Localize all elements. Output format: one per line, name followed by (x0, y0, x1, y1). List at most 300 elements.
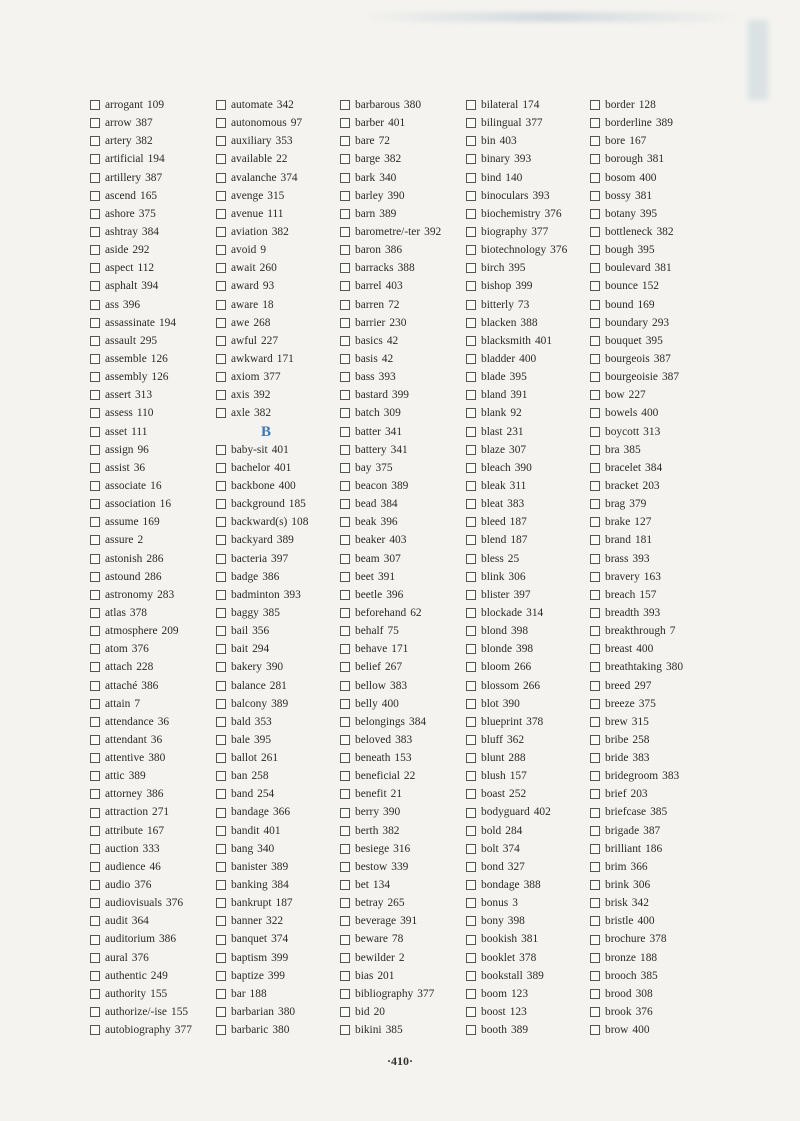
checkbox-icon[interactable] (590, 136, 600, 146)
checkbox-icon[interactable] (340, 717, 350, 727)
checkbox-icon[interactable] (340, 390, 350, 400)
entry-word: bid (355, 1006, 370, 1019)
checkbox-icon[interactable] (590, 1025, 600, 1035)
checkbox-icon[interactable] (216, 136, 226, 146)
checkbox-icon[interactable] (340, 590, 350, 600)
checkbox-icon[interactable] (466, 499, 476, 509)
checkbox-icon[interactable] (90, 408, 100, 418)
checkbox-icon[interactable] (590, 427, 600, 437)
checkbox-icon[interactable] (590, 717, 600, 727)
index-entry (340, 296, 470, 314)
checkbox-icon[interactable] (216, 699, 226, 709)
checkbox-icon[interactable] (216, 1007, 226, 1017)
checkbox-icon[interactable] (590, 372, 600, 382)
checkbox-icon[interactable] (216, 154, 226, 164)
checkbox-icon[interactable] (340, 862, 350, 872)
checkbox-icon[interactable] (340, 318, 350, 328)
checkbox-icon[interactable] (216, 445, 226, 455)
checkbox-icon[interactable] (216, 880, 226, 890)
entry-word: avenue (231, 207, 264, 220)
index-entry (90, 622, 220, 640)
checkbox-icon[interactable] (340, 281, 350, 291)
checkbox-icon[interactable] (216, 862, 226, 872)
checkbox-icon[interactable] (90, 953, 100, 963)
index-entry (590, 132, 720, 150)
checkbox-icon[interactable] (90, 191, 100, 201)
checkbox-icon[interactable] (590, 644, 600, 654)
checkbox-icon[interactable] (90, 390, 100, 400)
checkbox-icon[interactable] (340, 681, 350, 691)
checkbox-icon[interactable] (466, 209, 476, 219)
checkbox-icon[interactable] (90, 971, 100, 981)
checkbox-icon[interactable] (216, 971, 226, 981)
checkbox-icon[interactable] (466, 789, 476, 799)
checkbox-icon[interactable] (340, 935, 350, 945)
checkbox-icon[interactable] (466, 318, 476, 328)
checkbox-icon[interactable] (90, 935, 100, 945)
checkbox-icon[interactable] (340, 554, 350, 564)
entry-page: 364 (131, 915, 149, 928)
checkbox-icon[interactable] (90, 300, 100, 310)
checkbox-icon[interactable] (216, 173, 226, 183)
checkbox-icon[interactable] (90, 227, 100, 237)
entry-page: 165 (140, 189, 158, 202)
checkbox-icon[interactable] (590, 227, 600, 237)
checkbox-icon[interactable] (216, 826, 226, 836)
checkbox-icon[interactable] (590, 826, 600, 836)
checkbox-icon[interactable] (590, 499, 600, 509)
checkbox-icon[interactable] (90, 898, 100, 908)
checkbox-icon[interactable] (590, 953, 600, 963)
entry-page: 157 (639, 588, 657, 601)
checkbox-icon[interactable] (466, 826, 476, 836)
entry-word: bonus (481, 897, 509, 910)
checkbox-icon[interactable] (90, 554, 100, 564)
checkbox-icon[interactable] (340, 808, 350, 818)
checkbox-icon[interactable] (466, 681, 476, 691)
checkbox-icon[interactable] (466, 118, 476, 128)
checkbox-icon[interactable] (466, 916, 476, 926)
checkbox-icon[interactable] (90, 372, 100, 382)
checkbox-icon[interactable] (90, 100, 100, 110)
checkbox-icon[interactable] (216, 372, 226, 382)
checkbox-icon[interactable] (466, 608, 476, 618)
checkbox-icon[interactable] (90, 681, 100, 691)
entry-page: 375 (375, 461, 393, 474)
checkbox-icon[interactable] (90, 572, 100, 582)
index-entry (340, 332, 470, 350)
checkbox-icon[interactable] (590, 245, 600, 255)
checkbox-icon[interactable] (466, 445, 476, 455)
checkbox-icon[interactable] (466, 753, 476, 763)
entry-word: available (231, 153, 273, 166)
checkbox-icon[interactable] (216, 390, 226, 400)
checkbox-icon[interactable] (590, 572, 600, 582)
checkbox-icon[interactable] (340, 408, 350, 418)
checkbox-icon[interactable] (216, 717, 226, 727)
checkbox-icon[interactable] (90, 717, 100, 727)
checkbox-icon[interactable] (90, 1007, 100, 1017)
checkbox-icon[interactable] (590, 880, 600, 890)
index-entry (466, 930, 596, 948)
checkbox-icon[interactable] (340, 771, 350, 781)
checkbox-icon[interactable] (340, 427, 350, 437)
checkbox-icon[interactable] (90, 336, 100, 346)
checkbox-icon[interactable] (590, 517, 600, 527)
checkbox-icon[interactable] (216, 481, 226, 491)
checkbox-icon[interactable] (216, 554, 226, 564)
checkbox-icon[interactable] (216, 898, 226, 908)
checkbox-icon[interactable] (90, 771, 100, 781)
checkbox-icon[interactable] (466, 1025, 476, 1035)
checkbox-icon[interactable] (90, 427, 100, 437)
checkbox-icon[interactable] (90, 880, 100, 890)
checkbox-icon[interactable] (466, 844, 476, 854)
checkbox-icon[interactable] (466, 481, 476, 491)
checkbox-icon[interactable] (466, 354, 476, 364)
checkbox-icon[interactable] (466, 572, 476, 582)
checkbox-icon[interactable] (216, 662, 226, 672)
checkbox-icon[interactable] (216, 644, 226, 654)
checkbox-icon[interactable] (340, 916, 350, 926)
checkbox-icon[interactable] (90, 844, 100, 854)
entry-page: 382 (135, 135, 153, 148)
checkbox-icon[interactable] (340, 662, 350, 672)
checkbox-icon[interactable] (340, 136, 350, 146)
checkbox-icon[interactable] (90, 662, 100, 672)
checkbox-icon[interactable] (590, 699, 600, 709)
checkbox-icon[interactable] (340, 953, 350, 963)
checkbox-icon[interactable] (340, 1025, 350, 1035)
checkbox-icon[interactable] (90, 916, 100, 926)
checkbox-icon[interactable] (340, 735, 350, 745)
checkbox-icon[interactable] (590, 281, 600, 291)
checkbox-icon[interactable] (90, 753, 100, 763)
index-entry (90, 96, 220, 114)
checkbox-icon[interactable] (340, 481, 350, 491)
entry-page: 169 (637, 298, 655, 311)
checkbox-icon[interactable] (90, 590, 100, 600)
checkbox-icon[interactable] (590, 789, 600, 799)
entry-page: 3 (512, 897, 518, 910)
checkbox-icon[interactable] (216, 808, 226, 818)
entry-page: 254 (257, 788, 275, 801)
checkbox-icon[interactable] (216, 789, 226, 799)
checkbox-icon[interactable] (590, 590, 600, 600)
checkbox-icon[interactable] (590, 336, 600, 346)
checkbox-icon[interactable] (590, 154, 600, 164)
checkbox-icon[interactable] (90, 826, 100, 836)
checkbox-icon[interactable] (340, 463, 350, 473)
checkbox-icon[interactable] (466, 372, 476, 382)
entry-page: 390 (266, 661, 284, 674)
checkbox-icon[interactable] (216, 681, 226, 691)
checkbox-icon[interactable] (466, 898, 476, 908)
checkbox-icon[interactable] (466, 862, 476, 872)
checkbox-icon[interactable] (90, 263, 100, 273)
checkbox-icon[interactable] (90, 173, 100, 183)
checkbox-icon[interactable] (216, 499, 226, 509)
checkbox-icon[interactable] (340, 354, 350, 364)
checkbox-icon[interactable] (90, 644, 100, 654)
checkbox-icon[interactable] (216, 626, 226, 636)
entry-word: bookstall (481, 969, 523, 982)
checkbox-icon[interactable] (216, 1025, 226, 1035)
checkbox-icon[interactable] (590, 209, 600, 219)
checkbox-icon[interactable] (216, 318, 226, 328)
checkbox-icon[interactable] (340, 154, 350, 164)
checkbox-icon[interactable] (340, 699, 350, 709)
checkbox-icon[interactable] (340, 971, 350, 981)
checkbox-icon[interactable] (340, 898, 350, 908)
checkbox-icon[interactable] (216, 572, 226, 582)
checkbox-icon[interactable] (216, 100, 226, 110)
checkbox-icon[interactable] (216, 209, 226, 219)
checkbox-icon[interactable] (216, 300, 226, 310)
entry-word: barley (355, 189, 384, 202)
checkbox-icon[interactable] (340, 173, 350, 183)
checkbox-icon[interactable] (466, 953, 476, 963)
checkbox-icon[interactable] (340, 245, 350, 255)
entry-page: 394 (141, 280, 159, 293)
index-entry (466, 495, 596, 513)
index-entry (216, 767, 346, 785)
checkbox-icon[interactable] (466, 590, 476, 600)
checkbox-icon[interactable] (590, 354, 600, 364)
checkbox-icon[interactable] (216, 735, 226, 745)
checkbox-icon[interactable] (340, 535, 350, 545)
entry-page: 379 (629, 498, 647, 511)
checkbox-icon[interactable] (466, 771, 476, 781)
checkbox-icon[interactable] (340, 644, 350, 654)
index-entry (590, 205, 720, 223)
checkbox-icon[interactable] (216, 118, 226, 128)
checkbox-icon[interactable] (590, 390, 600, 400)
checkbox-icon[interactable] (466, 971, 476, 981)
entry-page: 140 (505, 171, 523, 184)
checkbox-icon[interactable] (590, 463, 600, 473)
checkbox-icon[interactable] (90, 445, 100, 455)
entry-page: 403 (385, 280, 403, 293)
checkbox-icon[interactable] (216, 771, 226, 781)
checkbox-icon[interactable] (216, 916, 226, 926)
index-entry (90, 169, 220, 187)
checkbox-icon[interactable] (90, 463, 100, 473)
checkbox-icon[interactable] (466, 263, 476, 273)
checkbox-icon[interactable] (590, 681, 600, 691)
checkbox-icon[interactable] (90, 281, 100, 291)
checkbox-icon[interactable] (466, 699, 476, 709)
checkbox-icon[interactable] (466, 554, 476, 564)
checkbox-icon[interactable] (90, 318, 100, 328)
checkbox-icon[interactable] (466, 644, 476, 654)
checkbox-icon[interactable] (590, 535, 600, 545)
checkbox-icon[interactable] (340, 572, 350, 582)
checkbox-icon[interactable] (340, 227, 350, 237)
checkbox-icon[interactable] (340, 844, 350, 854)
checkbox-icon[interactable] (216, 844, 226, 854)
checkbox-icon[interactable] (90, 535, 100, 545)
checkbox-icon[interactable] (466, 173, 476, 183)
checkbox-icon[interactable] (466, 626, 476, 636)
checkbox-icon[interactable] (466, 427, 476, 437)
checkbox-icon[interactable] (590, 481, 600, 491)
checkbox-icon[interactable] (216, 227, 226, 237)
checkbox-icon[interactable] (90, 154, 100, 164)
checkbox-icon[interactable] (90, 608, 100, 618)
checkbox-icon[interactable] (466, 227, 476, 237)
checkbox-icon[interactable] (590, 862, 600, 872)
entry-word: attendant (105, 733, 147, 746)
checkbox-icon[interactable] (216, 281, 226, 291)
checkbox-icon[interactable] (90, 789, 100, 799)
checkbox-icon[interactable] (466, 517, 476, 527)
checkbox-icon[interactable] (90, 118, 100, 128)
checkbox-icon[interactable] (466, 989, 476, 999)
checkbox-icon[interactable] (340, 445, 350, 455)
checkbox-icon[interactable] (340, 336, 350, 346)
checkbox-icon[interactable] (90, 989, 100, 999)
checkbox-icon[interactable] (590, 662, 600, 672)
checkbox-icon[interactable] (590, 173, 600, 183)
entry-word: bay (355, 461, 372, 474)
checkbox-icon[interactable] (216, 191, 226, 201)
checkbox-icon[interactable] (90, 862, 100, 872)
checkbox-icon[interactable] (340, 209, 350, 219)
checkbox-icon[interactable] (590, 445, 600, 455)
entry-word: bouquet (605, 334, 642, 347)
entry-word: bloom (481, 661, 511, 674)
checkbox-icon[interactable] (216, 935, 226, 945)
checkbox-icon[interactable] (466, 1007, 476, 1017)
checkbox-icon[interactable] (216, 354, 226, 364)
checkbox-icon[interactable] (216, 408, 226, 418)
checkbox-icon[interactable] (590, 916, 600, 926)
checkbox-icon[interactable] (590, 735, 600, 745)
checkbox-icon[interactable] (590, 191, 600, 201)
checkbox-icon[interactable] (90, 735, 100, 745)
checkbox-icon[interactable] (340, 753, 350, 763)
checkbox-icon[interactable] (90, 699, 100, 709)
checkbox-icon[interactable] (466, 336, 476, 346)
index-entry (90, 368, 220, 386)
checkbox-icon[interactable] (216, 336, 226, 346)
checkbox-icon[interactable] (466, 390, 476, 400)
checkbox-icon[interactable] (340, 517, 350, 527)
checkbox-icon[interactable] (466, 100, 476, 110)
checkbox-icon[interactable] (590, 300, 600, 310)
checkbox-icon[interactable] (590, 989, 600, 999)
checkbox-icon[interactable] (216, 953, 226, 963)
checkbox-icon[interactable] (340, 191, 350, 201)
checkbox-icon[interactable] (466, 935, 476, 945)
entry-page: 389 (276, 534, 294, 547)
checkbox-icon[interactable] (590, 608, 600, 618)
checkbox-icon[interactable] (340, 989, 350, 999)
checkbox-icon[interactable] (590, 935, 600, 945)
checkbox-icon[interactable] (590, 100, 600, 110)
checkbox-icon[interactable] (590, 554, 600, 564)
checkbox-icon[interactable] (590, 626, 600, 636)
checkbox-icon[interactable] (466, 880, 476, 890)
checkbox-icon[interactable] (590, 898, 600, 908)
checkbox-icon[interactable] (466, 245, 476, 255)
checkbox-icon[interactable] (590, 753, 600, 763)
checkbox-icon[interactable] (466, 191, 476, 201)
checkbox-icon[interactable] (466, 662, 476, 672)
entry-page: 7 (669, 625, 676, 638)
checkbox-icon[interactable] (590, 771, 600, 781)
checkbox-icon[interactable] (90, 245, 100, 255)
checkbox-icon[interactable] (466, 463, 476, 473)
checkbox-icon[interactable] (590, 808, 600, 818)
checkbox-icon[interactable] (590, 408, 600, 418)
checkbox-icon[interactable] (466, 154, 476, 164)
checkbox-icon[interactable] (340, 300, 350, 310)
checkbox-icon[interactable] (216, 263, 226, 273)
entry-word: bondage (481, 879, 520, 892)
checkbox-icon[interactable] (90, 499, 100, 509)
checkbox-icon[interactable] (340, 499, 350, 509)
checkbox-icon[interactable] (340, 880, 350, 890)
checkbox-icon[interactable] (340, 608, 350, 618)
checkbox-icon[interactable] (216, 989, 226, 999)
checkbox-icon[interactable] (90, 481, 100, 491)
checkbox-icon[interactable] (466, 535, 476, 545)
checkbox-icon[interactable] (590, 1007, 600, 1017)
checkbox-icon[interactable] (216, 517, 226, 527)
checkbox-icon[interactable] (340, 100, 350, 110)
checkbox-icon[interactable] (340, 372, 350, 382)
checkbox-icon[interactable] (340, 626, 350, 636)
checkbox-icon[interactable] (466, 808, 476, 818)
checkbox-icon[interactable] (90, 1025, 100, 1035)
checkbox-icon[interactable] (216, 753, 226, 763)
checkbox-icon[interactable] (216, 463, 226, 473)
checkbox-icon[interactable] (216, 608, 226, 618)
checkbox-icon[interactable] (90, 136, 100, 146)
checkbox-icon[interactable] (90, 517, 100, 527)
index-entry (340, 858, 470, 876)
checkbox-icon[interactable] (340, 263, 350, 273)
checkbox-icon[interactable] (90, 626, 100, 636)
checkbox-icon[interactable] (590, 844, 600, 854)
checkbox-icon[interactable] (466, 735, 476, 745)
checkbox-icon[interactable] (340, 789, 350, 799)
checkbox-icon[interactable] (590, 263, 600, 273)
checkbox-icon[interactable] (590, 971, 600, 981)
checkbox-icon[interactable] (90, 354, 100, 364)
checkbox-icon[interactable] (340, 826, 350, 836)
checkbox-icon[interactable] (466, 136, 476, 146)
checkbox-icon[interactable] (466, 408, 476, 418)
index-entry (90, 568, 220, 586)
checkbox-icon[interactable] (340, 118, 350, 128)
checkbox-icon[interactable] (466, 300, 476, 310)
checkbox-icon[interactable] (90, 808, 100, 818)
checkbox-icon[interactable] (216, 590, 226, 600)
checkbox-icon[interactable] (466, 281, 476, 291)
index-entry (90, 441, 220, 459)
checkbox-icon[interactable] (466, 717, 476, 727)
checkbox-icon[interactable] (590, 118, 600, 128)
checkbox-icon[interactable] (340, 1007, 350, 1017)
index-entry (90, 350, 220, 368)
checkbox-icon[interactable] (216, 245, 226, 255)
checkbox-icon[interactable] (590, 318, 600, 328)
checkbox-icon[interactable] (216, 535, 226, 545)
checkbox-icon[interactable] (90, 209, 100, 219)
